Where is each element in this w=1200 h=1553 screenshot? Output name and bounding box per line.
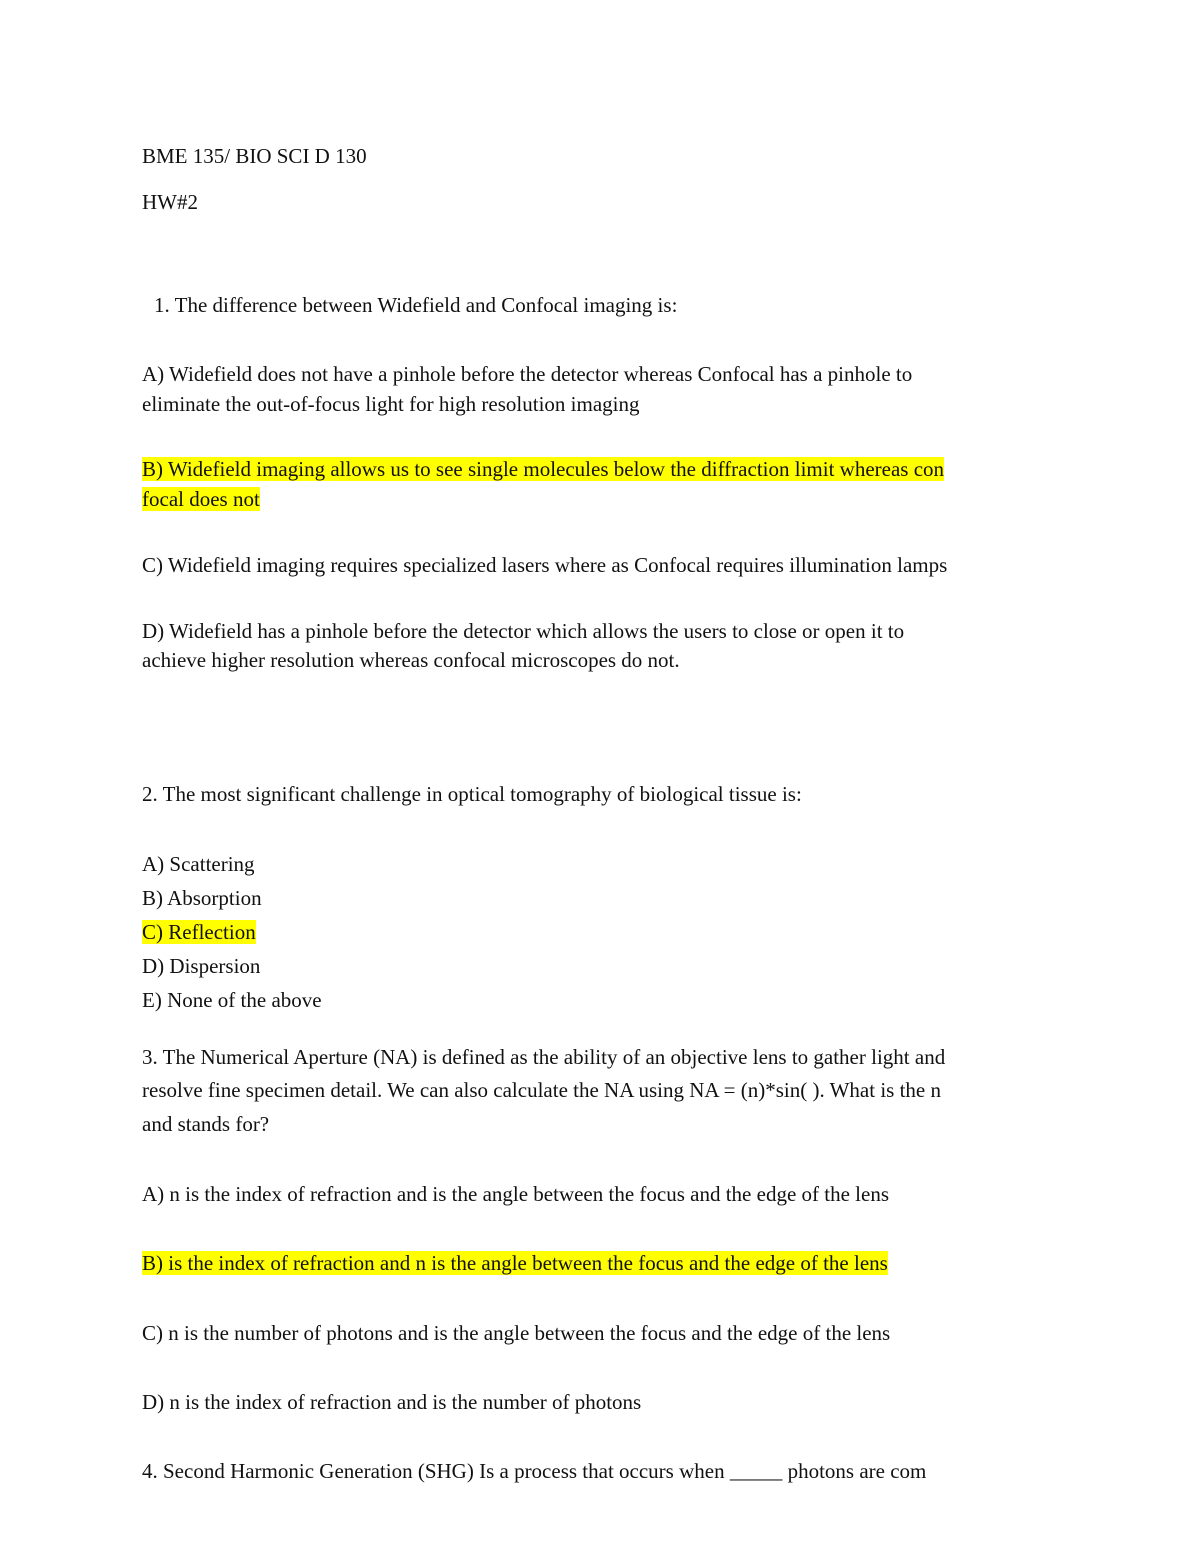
q2-option-d: D) Dispersion	[142, 954, 261, 978]
q1-prompt: 1. The difference between Widefield and Confocal imaging is:	[154, 293, 678, 317]
q1-option-b-line2: focal does not	[142, 487, 260, 511]
q3-prompt-line3: and stands for?	[142, 1112, 270, 1136]
q3-prompt-line1: 3. The Numerical Aperture (NA) is defined as the ability of an objective lens to gather light and	[142, 1045, 946, 1069]
q2-option-c: C) Reflection	[142, 920, 256, 944]
q2-option-e: E) None of the above	[142, 988, 322, 1012]
q1-option-d-line2: achieve higher resolution whereas confocal microscopes do not.	[142, 648, 680, 672]
q4-prompt-line1: 4. Second Harmonic Generation (SHG) Is a process that occurs when _____ photons are com	[142, 1459, 927, 1483]
q1-option-a-line2: eliminate the out-of-focus light for high resolution imaging	[142, 392, 640, 416]
q1-option-c: C) Widefield imaging requires specialized lasers where as Confocal requires illumination lamps	[142, 553, 948, 577]
q2-option-a: A) Scattering	[142, 852, 255, 876]
q1-option-b-line1: B) Widefield imaging allows us to see single molecules below the diffraction limit whereas con	[142, 457, 945, 481]
q1-option-d-line1: D) Widefield has a pinhole before the detector which allows the users to close or open it to	[142, 619, 905, 643]
assignment-title: HW#2	[142, 190, 198, 214]
q3-option-c: C) n is the number of photons and is the angle between the focus and the edge of the lens	[142, 1321, 891, 1345]
q3-option-b: B) is the index of refraction and n is the angle between the focus and the edge of the lens	[142, 1251, 888, 1275]
q3-option-a: A) n is the index of refraction and is the angle between the focus and the edge of the lens	[142, 1182, 889, 1206]
q3-option-d: D) n is the index of refraction and is the number of photons	[142, 1390, 642, 1414]
q3-prompt-line2: resolve fine specimen detail. We can also calculate the NA using NA = (n)*sin( ). What is the n	[142, 1078, 941, 1102]
q1-option-a-line1: A) Widefield does not have a pinhole before the detector whereas Confocal has a pinhole to	[142, 362, 913, 386]
q2-prompt: 2. The most significant challenge in optical tomography of biological tissue is:	[142, 782, 802, 806]
course-title: BME 135/ BIO SCI D 130	[142, 144, 367, 168]
q2-option-b: B) Absorption	[142, 886, 262, 910]
